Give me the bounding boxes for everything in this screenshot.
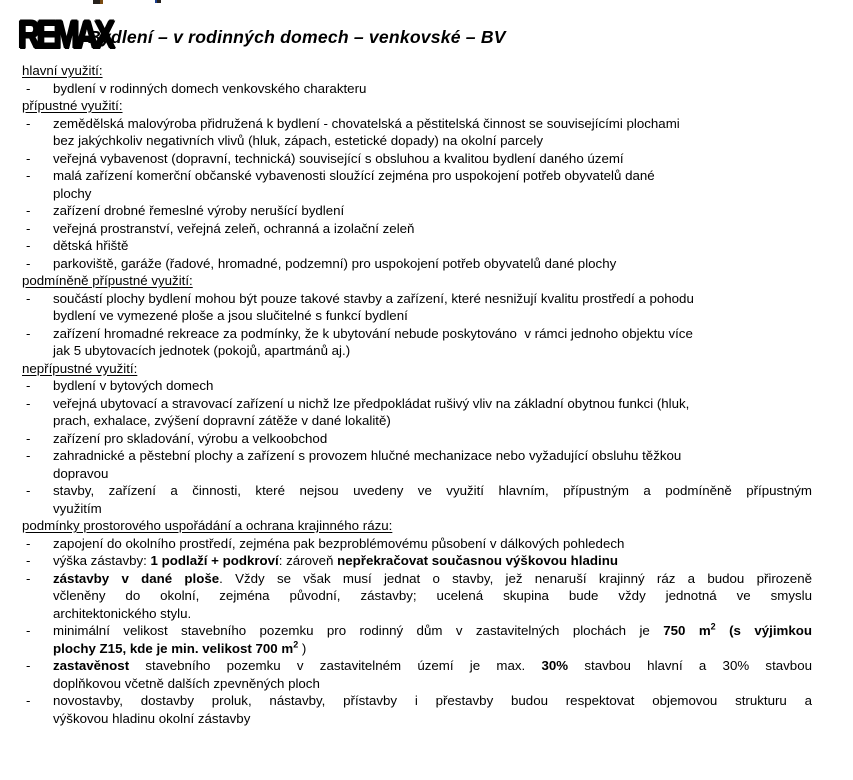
section-heading: podmíněně přípustné využití: <box>22 273 193 288</box>
bullet-dash: - <box>26 325 31 341</box>
cutoff-text-artifact <box>155 0 161 3</box>
text-line: parkoviště, garáže (řadové, hromadné, podzemní) pro uspokojení potřeb obyvatelů dané plochy <box>53 255 617 271</box>
bullet-dash: - <box>26 378 31 393</box>
bullet-dash: - <box>26 658 31 673</box>
section-heading: hlavní využití: <box>22 63 103 78</box>
text-line: zapojení do okolního prostředí, zejména pak bezproblémovému působení v dálkových pohledech <box>53 535 625 551</box>
bullet-item <box>22 552 812 570</box>
bullet-dash: - <box>26 80 31 96</box>
bullet-item <box>22 255 812 273</box>
text-line: výška zástavby: 1 podlaží + podkroví: zároveň nepřekračovat současnou výškovou hladinu <box>53 553 618 568</box>
text-line: jak 5 ubytovacích jednotek (pokojů, apartmánů aj.) <box>53 343 351 358</box>
bullet-dash: - <box>26 430 31 446</box>
bullet-item <box>22 202 812 220</box>
bullet-item <box>22 622 812 657</box>
bullet-dash: - <box>26 255 31 271</box>
text-line: včleněny do okolní, zejména původní, zástavby; ucelená skupina bude vždy jednotná ve smyslu <box>53 588 812 603</box>
bullet-item <box>22 377 812 395</box>
bullet-item <box>22 430 812 448</box>
bullet-item <box>22 657 812 692</box>
bullet-item <box>22 447 812 482</box>
text-line: stavby, zařízení a činnosti, které nejsou uvedeny ve využití hlavním, přípustným a podmíněně přípustným <box>53 483 812 498</box>
text-line: veřejná ubytovací a stravovací zařízení u nichž lze předpokládat rušivý vliv na základní obytnou funkci (hluk, <box>53 395 690 411</box>
text-line: výškovou hladinu okolní zástavby <box>53 710 251 726</box>
bullet-item <box>22 570 812 623</box>
bullet-item <box>22 290 812 325</box>
text-line: zařízení pro skladování, výrobu a velkoobchod <box>53 430 328 446</box>
bullet-dash: - <box>26 448 31 463</box>
bullet-dash: - <box>26 535 31 551</box>
text-line: doplňkovou včetně dalších zpevněných ploch <box>53 675 320 691</box>
bullet-dash: - <box>26 483 31 498</box>
bullet-dash: - <box>26 168 31 183</box>
text-line: architektonického stylu. <box>53 605 192 621</box>
section-heading: přípustné využití: <box>22 98 123 113</box>
document-body <box>22 62 812 727</box>
text-line: dětská hřiště <box>53 238 129 253</box>
text-line: bez jakýchkoliv negativních vlivů (hluk, zápach, estetické dopady) na okolní parcely <box>53 133 544 148</box>
cutoff-text-artifact <box>93 0 103 4</box>
text-line: novostavby, dostavby proluk, nástavby, přístavby i přestavby budou respektovat objemovou strukturu a <box>53 693 812 708</box>
bullet-item <box>22 237 812 255</box>
bullet-dash: - <box>26 220 31 236</box>
text-line: minimální velikost stavebního pozemku pro rodinný dům v zastavitelných plochách je 750 $m^2$ (s výjimkou <box>53 621 812 638</box>
text-line: veřejná prostranství, veřejná zeleň, ochranná a izolační zeleň <box>53 220 415 236</box>
text-line: zemědělská malovýroba přidružená k bydlení - chovatelská a pěstitelská činnost se souvisejícími plochami <box>53 115 680 131</box>
text-line: bydlení ve vymezené ploše a jsou slučitelné s funkcí bydlení <box>53 308 408 323</box>
text-line: plochy <box>53 185 92 201</box>
bullet-dash: - <box>26 623 31 638</box>
text-line: zařízení hromadné rekreace za podmínky, že k ubytování nebude poskytováno v rámci jednoho objektu více <box>53 325 693 341</box>
bullet-dash: - <box>26 115 31 131</box>
bullet-item <box>22 535 812 553</box>
bullet-dash: - <box>26 150 31 166</box>
text-line: zastavěnost stavebního pozemku v zastavitelném území je max. 30% stavbou hlavní a 30% stavbou <box>53 658 812 673</box>
text-line: bydlení v rodinných domech venkovského charakteru <box>53 80 367 96</box>
remax-logo: REMAX <box>18 13 112 57</box>
text-line: součástí plochy bydlení mohou být pouze takové stavby a zařízení, které nesnižují kvalitu prostředí a pohodu <box>53 290 694 306</box>
bullet-dash: - <box>26 395 31 411</box>
bullet-dash: - <box>26 693 31 708</box>
bullet-item <box>22 395 812 430</box>
bullet-dash: - <box>26 290 31 306</box>
bullet-dash: - <box>26 570 31 586</box>
section-heading: podmínky prostorového uspořádání a ochrana krajinného rázu: <box>22 518 393 533</box>
text-line: zařízení drobné řemeslné výroby nerušící bydlení <box>53 203 345 218</box>
text-line: dopravou <box>53 465 109 481</box>
page-title: Bydlení – v rodinných domech – venkovské – BV <box>88 27 506 47</box>
text-line: plochy Z15, kde je min. velikost 700 $m^2$ ) <box>53 639 307 656</box>
bullet-item <box>22 150 812 168</box>
bullet-dash: - <box>26 238 31 253</box>
bullet-item <box>22 220 812 238</box>
bullet-item <box>22 167 812 202</box>
text-line: zahradnické a pěstební plochy a zařízení s provozem hlučné mechanizace nebo vyžadující obsluhu těžkou <box>53 448 682 463</box>
bullet-item <box>22 482 812 517</box>
bullet-item <box>22 692 812 727</box>
text-line: malá zařízení komerční občanské vybavenosti sloužící zejména pro uspokojení potřeb obyvatelů dané <box>53 168 655 183</box>
bullet-item <box>22 115 812 150</box>
text-line: prach, exhalace, zvýšení dopravní zátěže v dané lokalitě) <box>53 413 391 428</box>
bullet-dash: - <box>26 553 31 568</box>
bullet-item <box>22 80 812 98</box>
section-heading: nepřípustné využití: <box>22 360 138 376</box>
text-line: bydlení v bytových domech <box>53 378 214 393</box>
text-line: zástavby v dané ploše. Vždy se však musí jednat o stavby, jež nenaruší krajinný ráz a budou přirozeně <box>53 570 812 586</box>
text-line: veřejná vybavenost (dopravní, technická) související s obsluhou a kvalitou bydlení daného území <box>53 150 624 166</box>
bullet-item <box>22 325 812 360</box>
text-line: využitím <box>53 500 102 516</box>
bullet-dash: - <box>26 203 31 218</box>
